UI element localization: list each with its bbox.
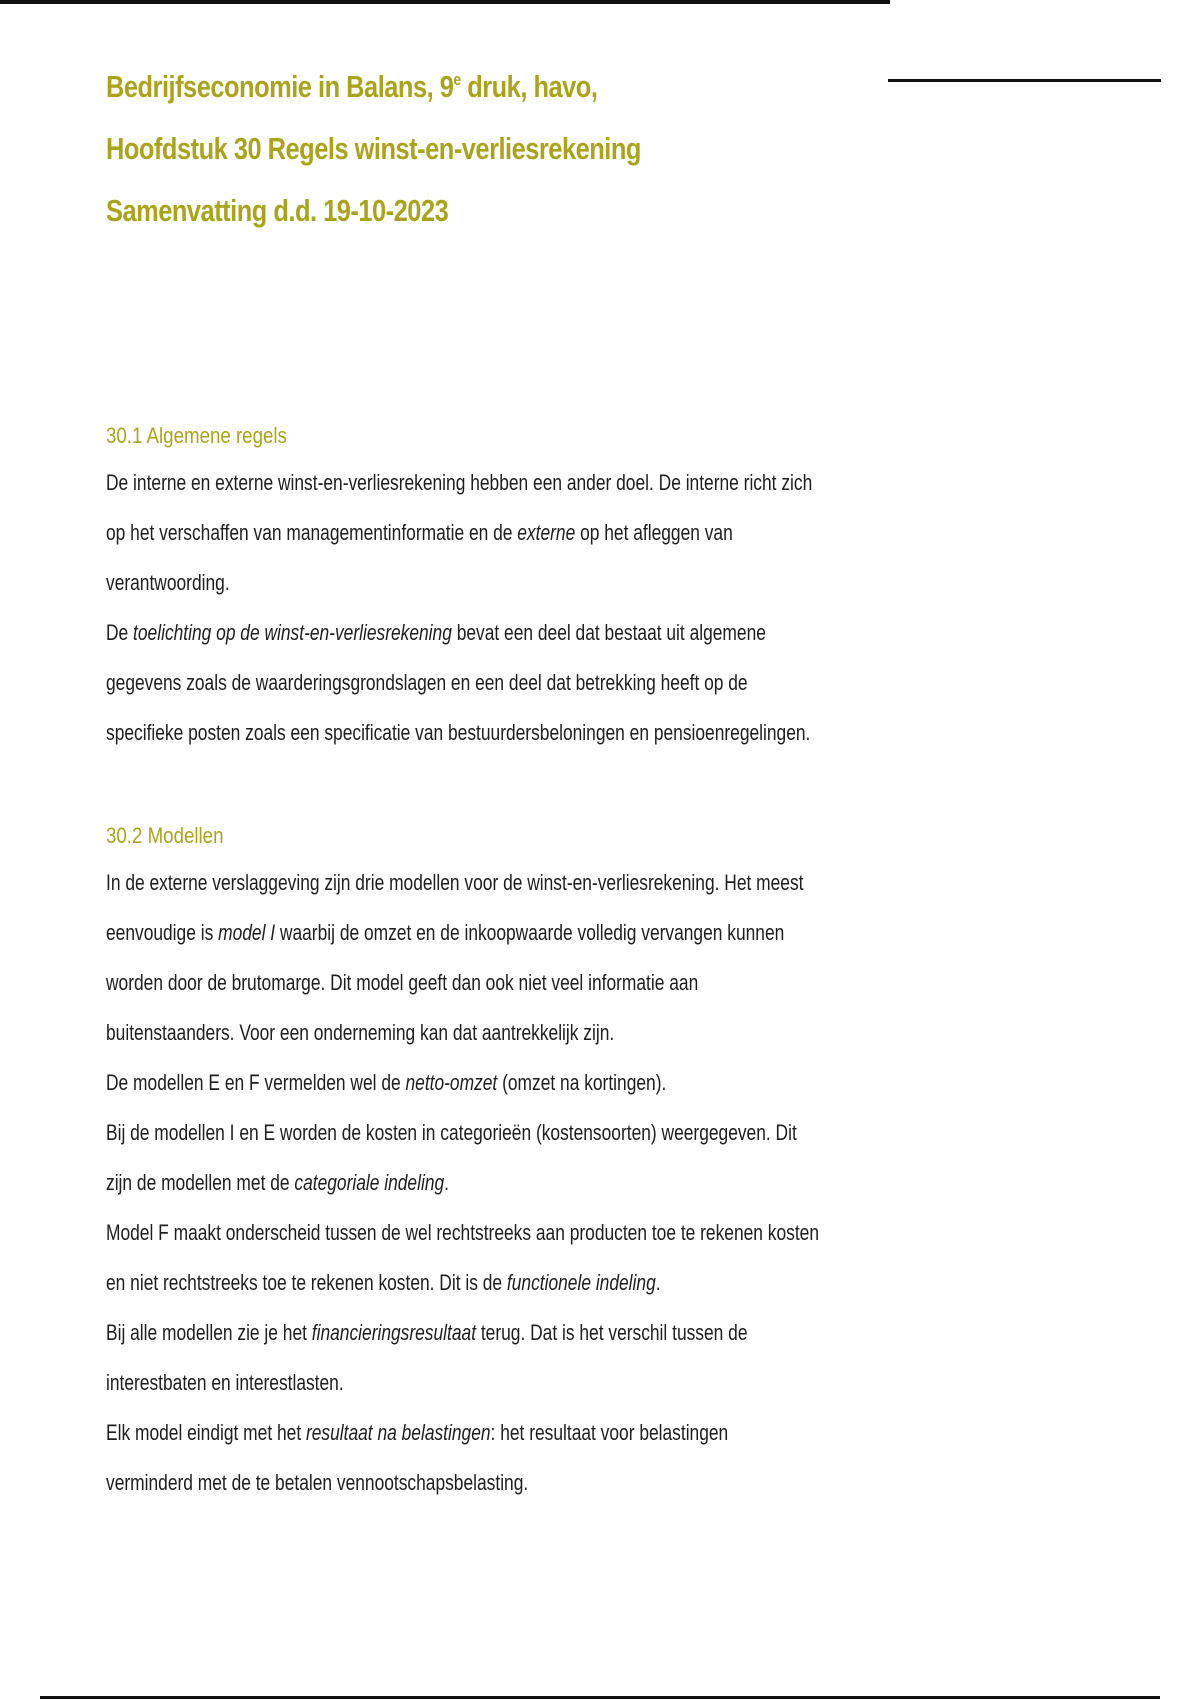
section-algemene-regels bbox=[106, 418, 813, 758]
italic-term: model I bbox=[218, 920, 276, 945]
text-line bbox=[106, 858, 804, 908]
section-heading: 30.2 Modellen bbox=[106, 823, 224, 848]
italic-term: resultaat na belastingen bbox=[305, 1420, 491, 1445]
text-line bbox=[106, 908, 785, 958]
text-line bbox=[106, 1008, 659, 1058]
edition-superscript: e bbox=[453, 70, 461, 89]
text-run: op het verschaffen van managementinformatie en de bbox=[106, 520, 518, 545]
italic-term: financieringsresultaat bbox=[311, 1320, 477, 1345]
text-run: De modellen E en F vermelden wel de bbox=[106, 1070, 406, 1095]
bottom-rule bbox=[40, 1696, 1160, 1699]
italic-term: categoriale indeling bbox=[294, 1170, 445, 1195]
text-run: verminderd met de te betalen vennootschapsbelasting. bbox=[106, 1470, 529, 1495]
text-line bbox=[106, 508, 733, 558]
section-body bbox=[106, 458, 813, 758]
text-run: worden door de brutomarge. Dit model geeft dan ook niet veel informatie aan bbox=[106, 970, 699, 995]
italic-term: externe bbox=[517, 520, 576, 545]
text-run: (omzet na kortingen). bbox=[497, 1070, 667, 1095]
text-line bbox=[106, 1108, 797, 1158]
text-run: waarbij de omzet en de inkoopwaarde volledig vervangen kunnen bbox=[275, 920, 785, 945]
text-run: zijn de modellen met de bbox=[106, 1170, 295, 1195]
text-line bbox=[106, 1058, 667, 1108]
text-line bbox=[106, 658, 748, 708]
text-run: Model F maakt onderscheid tussen de wel rechtstreeks aan producten toe te rekenen kosten bbox=[106, 1220, 819, 1245]
text-line bbox=[106, 608, 766, 658]
text-run: . bbox=[444, 1170, 449, 1195]
text-run: De bbox=[106, 620, 134, 645]
text-line bbox=[106, 1258, 659, 1308]
text-run: . bbox=[655, 1270, 661, 1295]
text-line bbox=[106, 458, 813, 508]
text-run: specifieke posten zoals een specificatie van bestuurdersbeloningen en pensioenregelingen. bbox=[106, 720, 811, 745]
text-run: Bij alle modellen zie je het bbox=[106, 1320, 312, 1345]
text-line bbox=[106, 1208, 819, 1258]
text-run: De interne en externe winst-en-verliesrekening hebben een ander doel. De interne richt zich bbox=[106, 470, 813, 495]
text-line bbox=[106, 558, 659, 608]
text-run: Elk model eindigt met het bbox=[106, 1420, 306, 1445]
text-line bbox=[106, 708, 811, 758]
italic-term: toelichting op de winst-en-verliesrekening bbox=[133, 620, 452, 645]
text-run: In de externe verslaggeving zijn drie modellen voor de winst-en-verliesrekening. Het meest bbox=[106, 870, 804, 895]
text-run: : het resultaat voor belastingen bbox=[490, 1420, 729, 1445]
book-title-tail: druk, havo, bbox=[460, 69, 598, 104]
summary-date: Samenvatting d.d. 19-10-2023 bbox=[106, 193, 449, 228]
text-run: eenvoudige is bbox=[106, 920, 219, 945]
section-heading: 30.1 Algemene regels bbox=[106, 423, 287, 448]
chapter-title: Hoofdstuk 30 Regels winst-en-verliesrekening bbox=[106, 131, 641, 166]
text-run: op het afleggen van bbox=[575, 520, 733, 545]
section-body bbox=[106, 858, 819, 1508]
section-modellen bbox=[106, 818, 819, 1508]
text-line bbox=[106, 1358, 659, 1408]
text-run: bevat een deel dat bestaat uit algemene bbox=[451, 620, 766, 645]
italic-term: functionele indeling bbox=[506, 1270, 656, 1295]
text-line bbox=[106, 1408, 729, 1458]
text-run: terug. Dat is het verschil tussen de bbox=[476, 1320, 748, 1345]
text-line bbox=[106, 1458, 659, 1508]
top-rule bbox=[0, 0, 890, 4]
text-run: en niet rechtstreeks toe te rekenen kosten. Dit is de bbox=[106, 1270, 507, 1295]
document-header bbox=[106, 56, 758, 242]
text-run: verantwoording. bbox=[106, 570, 230, 595]
book-title-main: Bedrijfseconomie in Balans, 9 bbox=[106, 69, 454, 104]
text-line bbox=[106, 1308, 748, 1358]
text-run: gegevens zoals de waarderingsgrondslagen en een deel dat betrekking heeft op de bbox=[106, 670, 748, 695]
book-title bbox=[106, 56, 641, 118]
text-run: Bij de modellen I en E worden de kosten in categorieën (kostensoorten) weergegeven. Dit bbox=[106, 1120, 797, 1145]
text-run: buitenstaanders. Voor een onderneming kan dat aantrekkelijk zijn. bbox=[106, 1020, 615, 1045]
italic-term: netto-omzet bbox=[405, 1070, 498, 1095]
text-line bbox=[106, 1158, 659, 1208]
text-line bbox=[106, 958, 699, 1008]
header-right-rule bbox=[888, 79, 1161, 82]
text-run: interestbaten en interestlasten. bbox=[106, 1370, 344, 1395]
